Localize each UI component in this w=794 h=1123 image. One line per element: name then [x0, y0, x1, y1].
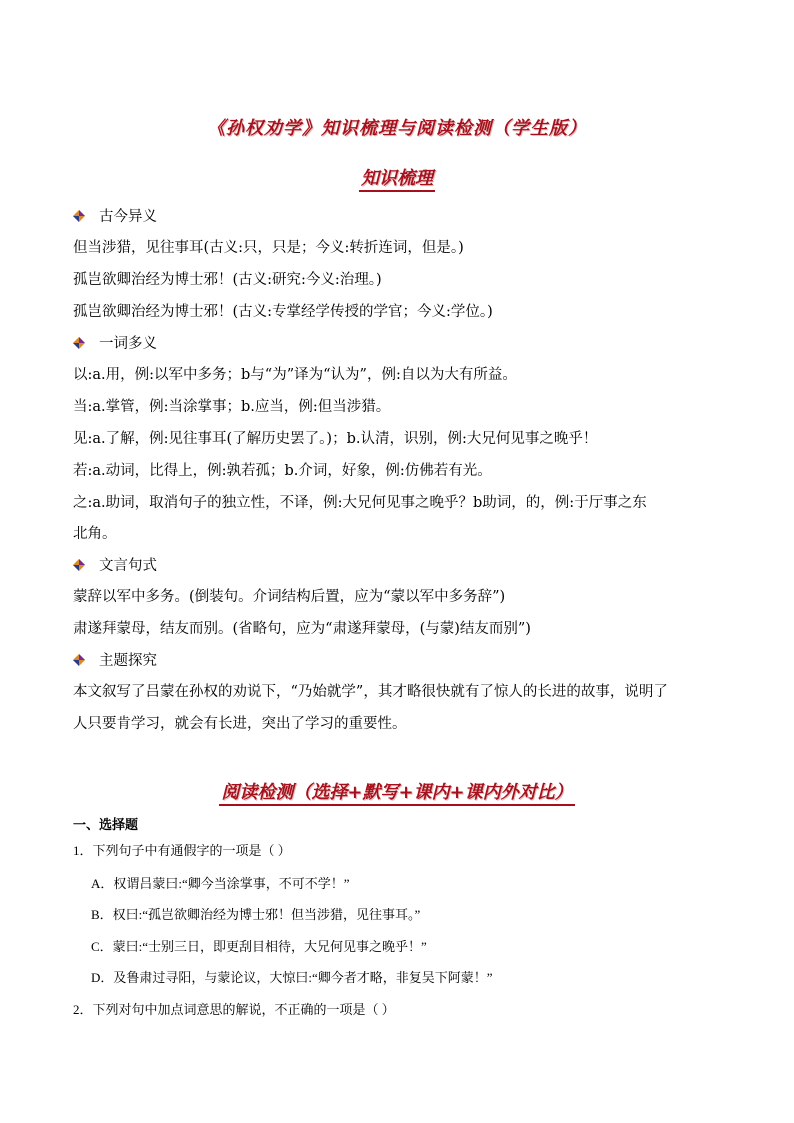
knowledge-line: 人只要肯学习，就会有长进，突出了学习的重要性。 [73, 716, 407, 732]
section-heading-ancient-modern: 古今异义 [73, 207, 157, 227]
knowledge-heading: 知识梳理 [0, 164, 794, 190]
question-stem: 1．下列句子中有通假字的一项是（ ） [73, 843, 291, 858]
knowledge-line: 当:a.掌管，例:当涂掌事；b.应当，例:但当涉猎。 [73, 399, 391, 415]
section-heading-theme: 主题探究 [73, 651, 157, 671]
knowledge-line: 北角。 [73, 526, 117, 542]
knowledge-line: 之:a.助词，取消句子的独立性，不译，例:大兄何见事之晚乎？b助词，的，例:于厅事之东 [73, 495, 647, 511]
question-stem: 2．下列对句中加点词意思的解说，不正确的一项是（ ） [73, 1002, 395, 1017]
bullet-icon [73, 208, 85, 220]
question-option: C．蒙曰:“士别三日，即更刮目相待，大兄何见事之晚乎！” [91, 939, 427, 954]
part-heading-choice: 一、选择题 [73, 817, 139, 832]
question-option: A．权谓吕蒙曰:“卿今当涂掌事，不可不学！” [91, 876, 350, 891]
bullet-icon [73, 335, 85, 347]
reading-heading: 阅读检测（选择+默写+课内+课内外对比） [0, 778, 794, 804]
bullet-icon [73, 557, 85, 569]
knowledge-line: 若:a.动词，比得上，例:孰若孤；b.介词，好象，例:仿佛若有光。 [73, 463, 492, 479]
knowledge-line: 本文叙写了吕蒙在孙权的劝说下，“乃始就学”，其才略很快就有了惊人的长进的故事，说明了 [73, 684, 668, 700]
knowledge-line: 但当涉猎，见往事耳(古义:只，只是；今义:转折连词，但是。) [73, 240, 464, 256]
bullet-icon [73, 652, 85, 664]
question-option: D．及鲁肃过寻阳，与蒙论议，大惊曰:“卿今者才略，非复吴下阿蒙！” [91, 970, 493, 985]
knowledge-line: 肃遂拜蒙母，结友而别。(省略句，应为“肃遂拜蒙母，(与蒙)结友而别”) [73, 621, 531, 637]
knowledge-line: 见:a.了解，例:见往事耳(了解历史罢了。)；b.认清，识别，例:大兄何见事之晚乎！ [73, 431, 598, 447]
question-option: B．权曰:“孤岂欲卿治经为博士邪！但当涉猎，见往事耳。” [91, 907, 421, 922]
knowledge-line: 蒙辞以军中多务。(倒装句。介词结构后置，应为“蒙以军中多务辞”) [73, 589, 506, 605]
section-heading-sentence-patterns: 文言句式 [73, 556, 157, 576]
knowledge-line: 以:a.用，例:以军中多务；b与“为”译为“认为”，例:自以为大有所益。 [73, 367, 517, 383]
knowledge-line: 孤岂欲卿治经为博士邪！(古义:研究:今义:治理。) [73, 272, 382, 288]
document-title: 《孙权劝学》知识梳理与阅读检测（学生版） [207, 118, 587, 139]
knowledge-line: 孤岂欲卿治经为博士邪！(古义:专掌经学传授的学官；今义:学位。) [73, 304, 493, 320]
section-heading-polysemy: 一词多义 [73, 334, 157, 354]
